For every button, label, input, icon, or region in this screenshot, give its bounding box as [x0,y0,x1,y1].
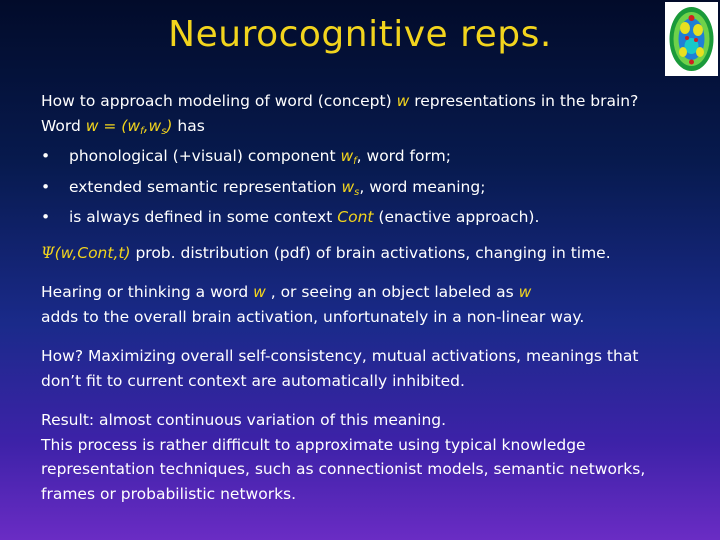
bullet-text-post: , word meaning; [359,177,486,196]
bullet-text-pre: is always defined in some context [69,208,338,226]
bullet-text-pre: phonological (+visual) component [69,147,341,165]
bullet-text [69,205,539,230]
brain-scan-thumbnail [665,2,718,76]
bullet-item [41,175,711,206]
how-paragraph-line1: How? Maximizing overall self-consistency, mutual activations, meanings that [41,347,639,365]
comma: , [143,116,149,135]
close-paren: ) [166,116,173,135]
symbol-w: w [341,177,355,196]
intro-question-tail: representations in the brain? [409,92,639,110]
psi-symbol: Ψ [41,243,55,262]
symbol-w: w [396,92,410,110]
subscript: s [354,186,360,198]
bullet-text-post: , word form; [356,147,451,165]
symbol-w: w [253,283,266,301]
psi-arguments: (w,Cont,t) [54,243,131,262]
bullet-item [41,205,711,230]
result-line3: representation techniques, such as connectionist models, semantic networks, [41,460,646,478]
psi-description: prob. distribution (pdf) of brain activations, changing in time. [130,243,611,262]
symbol-w: w [85,116,99,135]
bullet-dot: • [41,208,51,226]
word-definition-label: Word [41,116,86,135]
bullet-item [41,144,711,175]
subscript-s: s [161,125,167,137]
slide-body [41,89,711,506]
hearing-paragraph [41,280,711,305]
result-line4: frames or probabilistic networks. [41,484,297,503]
result-line1: Result: almost continuous variation of this meaning. [41,411,447,429]
bullet-text-pre: extended semantic representation [69,177,342,196]
subscript: f [353,156,357,167]
subscript-f: f [140,125,144,137]
equals-open: = ( [98,116,128,135]
bullet-dot: • [41,177,51,196]
bullet-text-post: (enactive approach). [373,208,540,226]
symbol-w-s: w [148,116,162,135]
bullet-text [69,175,485,206]
word-definition-tail: has [172,116,205,135]
symbol-w-f: w [127,116,141,135]
symbol-w: w [518,283,532,301]
hearing-text-pre: Hearing or thinking a word [41,283,254,301]
brain-scan-image [665,2,718,76]
intro-question-text: How to approach modeling of word (concept) [41,92,397,110]
how-paragraph-line2: don’t fit to current context are automatically inhibited. [41,371,465,390]
symbol-cont: Cont [337,208,374,226]
bullet-text [69,144,451,175]
psi-definition [41,241,711,266]
hearing-text-mid: , or seeing an object labeled as [265,283,519,301]
symbol-w: w [340,147,354,165]
slide-title: Neurocognitive reps. [168,14,552,55]
intro-question [41,89,711,114]
word-definition [41,114,711,145]
result-line2: This process is rather difficult to approximate using typical knowledge [41,435,586,454]
hearing-paragraph-line2: adds to the overall brain activation, unfortunately in a non-linear way. [41,307,585,326]
bullet-dot: • [41,147,51,165]
